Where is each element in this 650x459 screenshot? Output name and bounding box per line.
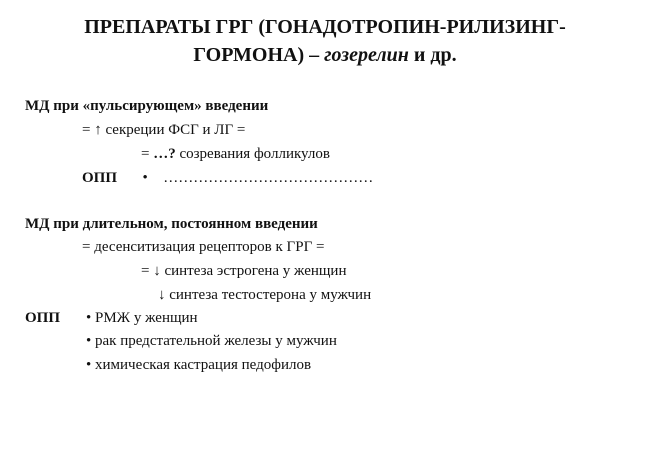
title-drug-name: гозерелин	[324, 44, 409, 66]
section1-line2-text: созревания фолликулов	[179, 146, 330, 162]
title-line-2	[0, 42, 650, 68]
section2-line2: = ↓ синтеза эстрогена у женщин	[141, 263, 347, 279]
list-item: • рак предстательной железы у мужчин	[86, 333, 337, 349]
title-line-1: ПРЕПАРАТЫ ГРГ (ГОНАДОТРОПИН-РИЛИЗИНГ-	[84, 16, 566, 38]
section1-opp-label: ОПП	[82, 170, 118, 186]
section2-heading: МД при длительном, постоянном введении	[25, 216, 318, 232]
section1-opp-row	[82, 168, 373, 188]
section2-line3: ↓ синтеза тестостерона у мужчин	[158, 287, 372, 303]
section1-line2	[141, 144, 330, 164]
title-bold-part: ГОРМОНА) –	[193, 44, 320, 66]
list-item: • РМЖ у женщин	[86, 310, 198, 326]
section1-line2-prefix: =	[141, 146, 150, 162]
list-item: • химическая кастрация педофилов	[86, 357, 312, 373]
section1-opp-dots: ……………………………………	[163, 170, 374, 186]
section1-line2-question: …?	[153, 146, 176, 162]
section2-line1: = десенситизация рецепторов к ГРГ =	[82, 239, 325, 255]
section2-opp-label: ОПП	[25, 310, 61, 326]
title-tail: и др.	[413, 44, 457, 66]
section1-opp-bullet: •	[142, 170, 148, 186]
section1-heading: МД при «пульсирующем» введении	[25, 98, 269, 114]
section1-line1: = ↑ секреции ФСГ и ЛГ =	[82, 122, 246, 138]
